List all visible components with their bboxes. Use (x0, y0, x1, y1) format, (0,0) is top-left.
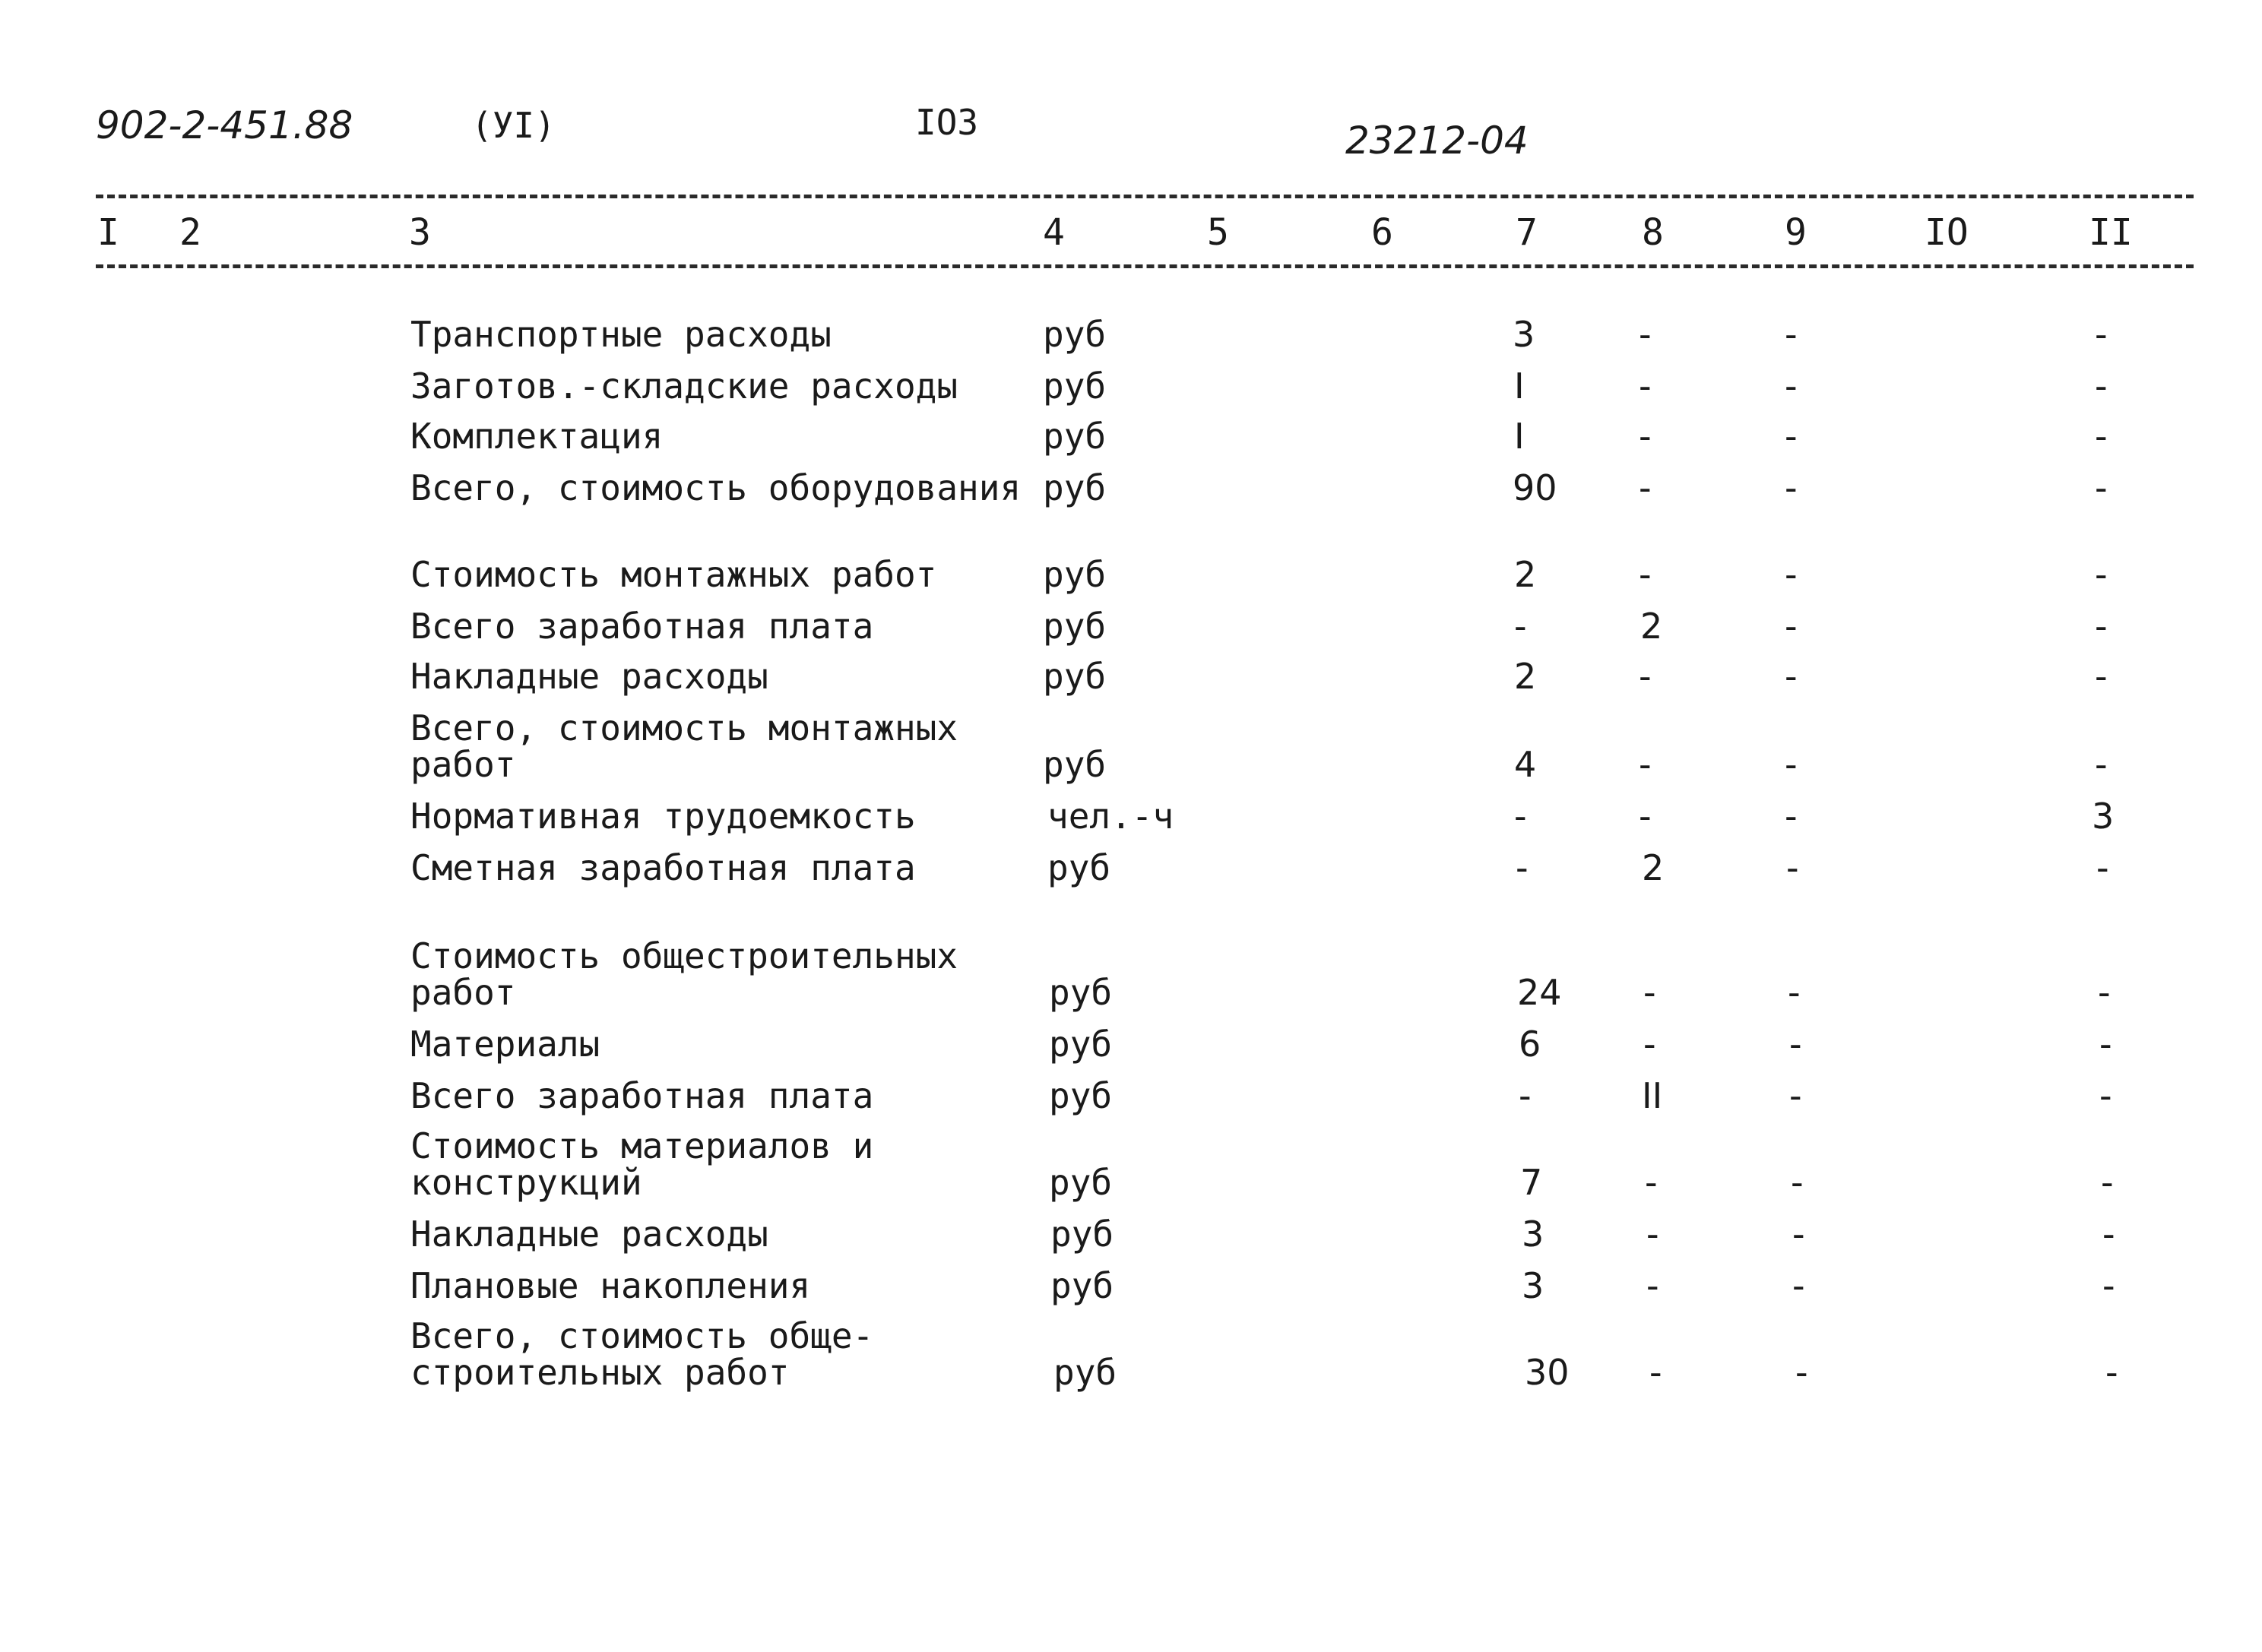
item-unit: руб (1049, 1024, 1113, 1065)
item-unit: руб (1043, 314, 1107, 355)
column-number: 6 (1371, 211, 1393, 254)
item-unit: руб (1049, 972, 1113, 1013)
col11-value: - (2096, 847, 2109, 888)
col11-value: - (2102, 1265, 2115, 1306)
header-bottom-rule (96, 264, 2194, 268)
col9-value: - (1785, 366, 1798, 407)
col9-value: - (1785, 796, 1798, 837)
col7-value: 4 (1514, 744, 1537, 785)
col11-value: - (2095, 744, 2108, 785)
item-unit: руб (1049, 1162, 1113, 1203)
col8-value: - (1649, 1352, 1662, 1393)
col7-value: - (1516, 847, 1529, 888)
col7-value: I (1514, 366, 1525, 407)
col9-value: - (1789, 1075, 1802, 1116)
col8-value: - (1643, 1024, 1656, 1065)
col7-value: 3 (1522, 1214, 1544, 1255)
col11-value: - (2095, 656, 2108, 697)
item-name: Стоимость материалов и конструкций (410, 1125, 874, 1203)
col8-value: - (1643, 972, 1656, 1013)
column-number: II (2089, 211, 2133, 254)
col8-value: - (1646, 1265, 1659, 1306)
col8-value: 2 (1642, 847, 1665, 888)
col7-value: 30 (1525, 1352, 1570, 1393)
col7-value: 7 (1520, 1162, 1543, 1203)
item-unit: руб (1043, 467, 1107, 508)
col7-value: - (1519, 1075, 1532, 1116)
item-name: Накладные расходы (410, 1214, 768, 1255)
col8-value: - (1639, 656, 1652, 697)
col7-value: 6 (1519, 1024, 1541, 1065)
item-name: Плановые накопления (410, 1265, 811, 1306)
col9-value: - (1792, 1214, 1805, 1255)
col8-value: - (1639, 554, 1652, 595)
item-name: Всего, стоимость монтажных работ (410, 707, 958, 785)
col11-value: - (2095, 554, 2108, 595)
col9-value: - (1785, 314, 1798, 355)
item-name: Сметная заработная плата (410, 847, 916, 888)
col9-value: - (1785, 416, 1798, 457)
col9-value: - (1785, 467, 1798, 508)
col11-value: - (2095, 606, 2108, 647)
col7-value: I (1514, 416, 1525, 457)
col8-value: - (1639, 744, 1652, 785)
col8-value: - (1639, 314, 1652, 355)
item-name: Всего, стоимость обще- строительных работ (410, 1315, 874, 1393)
col11-value: - (2102, 1214, 2115, 1255)
volume-label: (УI) (471, 105, 556, 146)
doc-code: 902-2-451.88 (96, 103, 353, 147)
item-name: Комплектация (410, 416, 664, 457)
col11-value: - (2099, 1024, 2112, 1065)
col9-value: - (1795, 1352, 1808, 1393)
column-number: 4 (1043, 211, 1065, 254)
col7-value: 24 (1517, 972, 1562, 1013)
col8-value: - (1639, 366, 1652, 407)
col9-value: - (1785, 656, 1798, 697)
col8-value: 2 (1640, 606, 1663, 647)
item-unit: руб (1053, 1352, 1117, 1393)
page-number: IO3 (915, 102, 979, 143)
header-top-rule (96, 195, 2194, 198)
col9-value: - (1792, 1265, 1805, 1306)
col9-value: - (1785, 744, 1798, 785)
col11-value: - (2095, 314, 2108, 355)
item-name: Нормативная трудоемкость (410, 796, 916, 837)
col8-value: - (1639, 796, 1652, 837)
col9-value: - (1789, 1024, 1802, 1065)
col11-value: - (2101, 1162, 2114, 1203)
column-number: 5 (1207, 211, 1229, 254)
item-name: Материалы (410, 1024, 600, 1065)
sheet-code: 23212-04 (1345, 119, 1529, 163)
col11-value: 3 (2092, 796, 2115, 837)
item-name: Транспортные расходы (410, 314, 832, 355)
col11-value: - (2095, 366, 2108, 407)
col7-value: 2 (1514, 554, 1537, 595)
item-unit: чел.-ч (1047, 796, 1174, 837)
item-name: Накладные расходы (410, 656, 768, 697)
item-unit: руб (1043, 554, 1107, 595)
item-unit: руб (1050, 1214, 1114, 1255)
col7-value: - (1514, 606, 1527, 647)
column-number: 3 (409, 211, 431, 254)
item-unit: руб (1043, 744, 1107, 785)
col9-value: - (1786, 847, 1799, 888)
col8-value: II (1642, 1075, 1663, 1116)
item-unit: руб (1049, 1075, 1113, 1116)
item-name: Всего заработная плата (410, 1075, 874, 1116)
column-number: 9 (1785, 211, 1807, 254)
col8-value: - (1646, 1214, 1659, 1255)
col7-value: 90 (1513, 467, 1557, 508)
col7-value: 3 (1513, 314, 1535, 355)
col8-value: - (1639, 416, 1652, 457)
col11-value: - (2095, 416, 2108, 457)
col9-value: - (1785, 554, 1798, 595)
item-name: Стоимость монтажных работ (410, 554, 937, 595)
item-name: Всего заработная плата (410, 606, 874, 647)
col9-value: - (1785, 606, 1798, 647)
col8-value: - (1645, 1162, 1658, 1203)
column-number: 8 (1642, 211, 1664, 254)
column-number: 7 (1516, 211, 1538, 254)
col11-value: - (2105, 1352, 2118, 1393)
col11-value: - (2098, 972, 2111, 1013)
item-name: Всего, стоимость оборудования (410, 467, 1022, 508)
column-number: IO (1925, 211, 1969, 254)
column-number: I (97, 211, 119, 254)
col9-value: - (1788, 972, 1801, 1013)
column-number: 2 (179, 211, 201, 254)
item-unit: руб (1043, 366, 1107, 407)
item-unit: руб (1047, 847, 1111, 888)
col7-value: - (1514, 796, 1527, 837)
item-name: Стоимость общестроительных работ (410, 935, 958, 1013)
col9-value: - (1791, 1162, 1804, 1203)
item-unit: руб (1043, 606, 1107, 647)
col11-value: - (2095, 467, 2108, 508)
item-name: Заготов.-складские расходы (410, 366, 958, 407)
col7-value: 2 (1514, 656, 1537, 697)
item-unit: руб (1043, 656, 1107, 697)
col11-value: - (2099, 1075, 2112, 1116)
col7-value: 3 (1522, 1265, 1544, 1306)
item-unit: руб (1050, 1265, 1114, 1306)
col8-value: - (1639, 467, 1652, 508)
item-unit: руб (1043, 416, 1107, 457)
